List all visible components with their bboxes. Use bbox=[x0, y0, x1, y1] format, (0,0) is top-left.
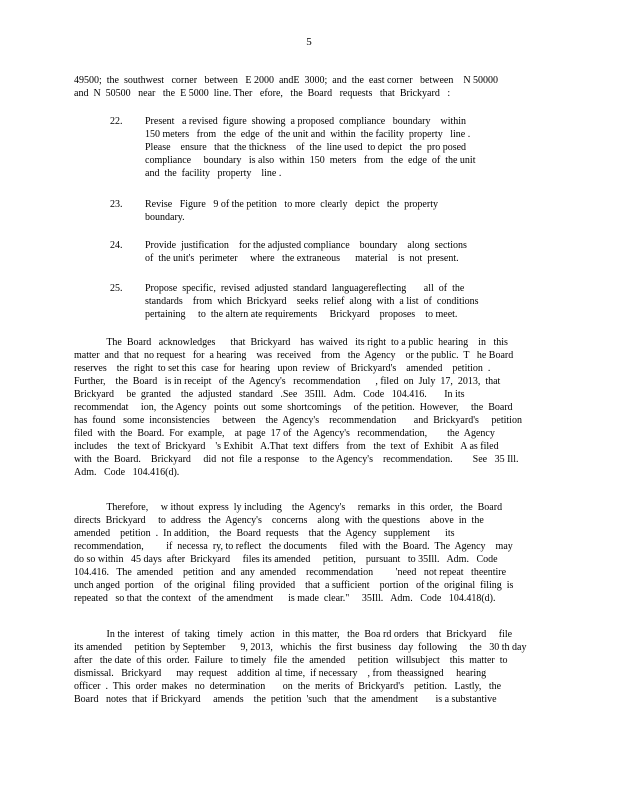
paragraph-line: repeated so that the context of the amendment is made clear." 35Ill. Adm. Code 104.418(d). bbox=[74, 593, 496, 604]
item-line: standards from which Brickyard seeks relief along with a list of conditions bbox=[145, 296, 479, 307]
paragraph-line: dismissal. Brickyard may request addition al time, if necessary , from theassigned hearing bbox=[74, 668, 487, 679]
paragraph-line: includes the text of Brickyard 's Exhibit A.That text differs from the text of Exhibit A as filed bbox=[74, 441, 499, 452]
paragraph-line: matter and that no request for a hearing was received from the Agency or the public. T he Board bbox=[74, 350, 514, 361]
paragraph-line: with the Board. Brickyard did not file a response to the Agency's recommendation. See 35 Ill. bbox=[74, 454, 519, 465]
item-line: 150 meters from the edge of the unit and within the facility property line . bbox=[145, 129, 471, 140]
item-line: compliance boundary is also within 150 meters from the edge of the unit bbox=[145, 155, 476, 166]
paragraph-line: officer . This order makes no determination on the merits of Brickyard's petition. Lastly, the bbox=[74, 681, 502, 692]
item-line: Propose specific, revised adjusted standard languagereflecting all of the bbox=[145, 283, 465, 294]
intro-line: 49500; the southwest corner between E 2000 andE 3000; and the east corner between N 50000 bbox=[74, 75, 499, 86]
intro-line: and N 50500 near the E 5000 line. Ther efore, the Board requests that Brickyard : bbox=[74, 88, 451, 99]
paragraph-line: recommendat ion, the Agency points out some shortcomings of the petition. However, the Board bbox=[74, 402, 513, 413]
paragraph-line: do so within 45 days after Brickyard files its amended petition, pursuant to 35Ill. Adm. Code bbox=[74, 554, 498, 565]
paragraph-line: has found some inconsistencies between the Agency's recommendation and Brickyard's petition bbox=[74, 415, 522, 426]
paragraph-line: unch anged portion of the original filing provided that a sufficient portion of the original filing is bbox=[74, 580, 514, 591]
item-number: 25. bbox=[110, 283, 123, 294]
paragraph-line: In the interest of taking timely action in this matter, the Boa rd orders that Brickyard file bbox=[74, 629, 513, 640]
paragraph-line: directs Brickyard to address the Agency's concerns along with the questions above in the bbox=[74, 515, 484, 526]
paragraph-line: recommendation, if necessa ry, to reflect the documents filed with the Board. The Agency may bbox=[74, 541, 513, 552]
paragraph-line: Board notes that if Brickyard amends the petition 'such that the amendment is a substantive bbox=[74, 694, 497, 705]
item-line: pertaining to the altern ate requirements Brickyard proposes to meet. bbox=[145, 309, 458, 320]
page-number: 5 bbox=[306, 36, 312, 48]
paragraph-line: after the date of this order. Failure to timely file the amended petition willsubject this matter to bbox=[74, 655, 508, 666]
paragraph-line: Further, the Board is in receipt of the Agency's recommendation , filed on July 17, 2013, that bbox=[74, 376, 501, 387]
item-line: Provide justification for the adjusted compliance boundary along sections bbox=[145, 240, 467, 251]
paragraph-line: Adm. Code 104.416(d). bbox=[74, 467, 180, 478]
item-number: 24. bbox=[110, 240, 123, 251]
paragraph-line: The Board acknowledges that Brickyard has waived its right to a public hearing in this bbox=[74, 337, 508, 348]
item-number: 22. bbox=[110, 116, 123, 127]
item-line: Present a revised figure showing a proposed compliance boundary within bbox=[145, 116, 467, 127]
item-line: Please ensure that the thickness of the line used to depict the pro posed bbox=[145, 142, 467, 153]
item-line: Revise Figure 9 of the petition to more clearly depict the property bbox=[145, 199, 438, 210]
item-line: and the facility property line . bbox=[145, 168, 282, 179]
paragraph-line: Therefore, w ithout express ly including the Agency's remarks in this order, the Board bbox=[74, 502, 503, 513]
item-line: of the unit's perimeter where the extraneous material is not present. bbox=[145, 253, 459, 264]
item-line: boundary. bbox=[145, 212, 185, 223]
paragraph-line: amended petition . In addition, the Board requests that the Agency supplement its bbox=[74, 528, 455, 539]
paragraph-line: reserves the right to set this case for hearing upon review of Brickyard's amended petition . bbox=[74, 363, 491, 374]
item-number: 23. bbox=[110, 199, 123, 210]
paragraph-line: Brickyard be granted the adjusted standard .See 35Ill. Adm. Code 104.416. In its bbox=[74, 389, 465, 400]
paragraph-line: filed with the Board. For example, at page 17 of the Agency's recommendation, the Agency bbox=[74, 428, 495, 439]
paragraph-line: 104.416. The amended petition and any amended recommendation 'need not repeat theentire bbox=[74, 567, 507, 578]
paragraph-line: its amended petition by September 9, 2013, whichis the first business day following the 30 th day bbox=[74, 642, 527, 653]
